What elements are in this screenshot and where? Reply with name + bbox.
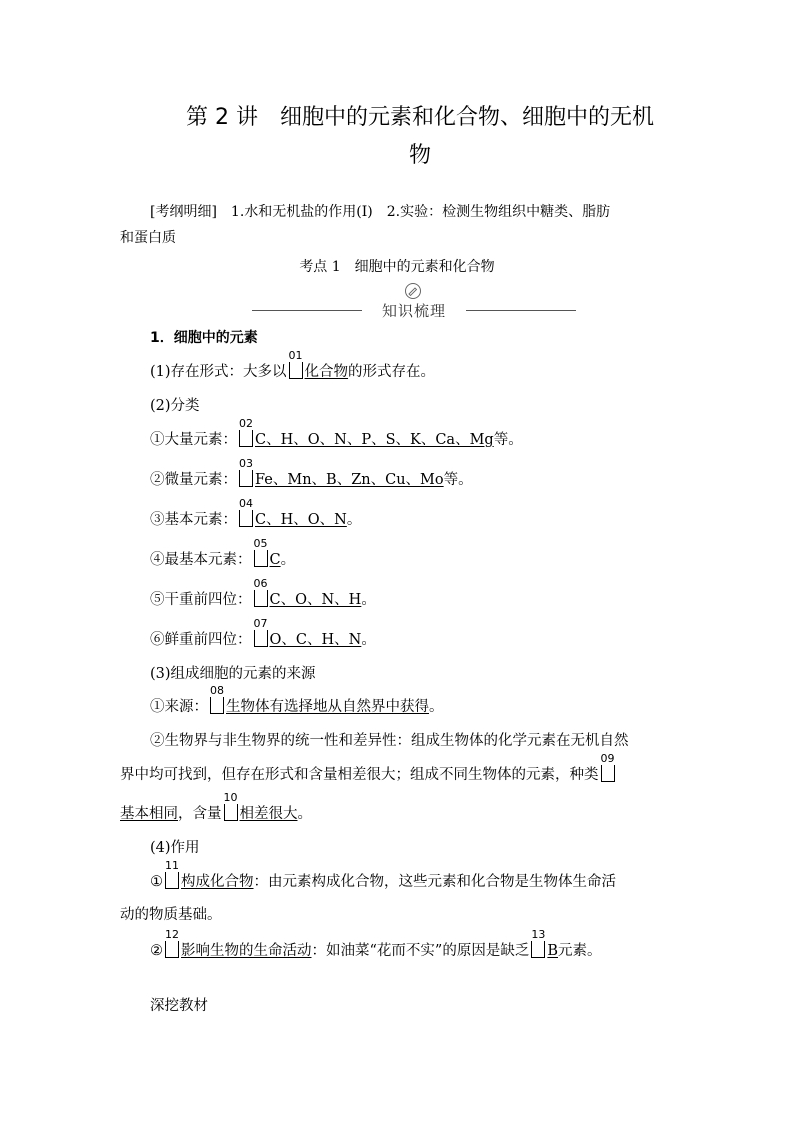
heading-role: (4)作用 bbox=[150, 840, 200, 856]
item-most-basic-element: ④最基本元素： 05 C。 bbox=[150, 537, 296, 568]
answer-text-07: O、C、H、N bbox=[269, 632, 362, 648]
syllabus-outline-line1: [考纲明细] 1.水和无机盐的作用(Ⅰ) 2.实验：检测生物组织中糖类、脂肪 bbox=[150, 204, 611, 220]
answer-text-12: 影响生物的生命活动 bbox=[181, 943, 312, 959]
item-basic-elements: ③基本元素： 04 C、H、O、N。 bbox=[150, 497, 362, 528]
answer-blank-12: 12 bbox=[165, 941, 179, 958]
answer-text-10: 相差很大 bbox=[239, 806, 298, 822]
item-micro-elements: ②微量元素： 03 Fe、Mn、B、Zn、Cu、Mo等。 bbox=[150, 457, 473, 488]
answer-blank-08: 08 bbox=[210, 697, 224, 714]
knowledge-banner bbox=[252, 282, 576, 322]
answer-blank-11: 11 bbox=[165, 872, 179, 889]
item-role-2: ② 12 影响生物的生命活动：如油菜“花而不实”的原因是缺乏 13 B元素。 bbox=[150, 928, 602, 959]
item-existence-form: (1)存在形式：大多以 01 化合物的形式存在。 bbox=[150, 349, 436, 380]
item-role-1: ① 11 构成化合物：由元素构成化合物，这些元素和化合物是生物体生命活 bbox=[150, 859, 616, 890]
answer-blank-04: 04 bbox=[239, 510, 253, 527]
unity-paragraph-line1: ②生物界与非生物界的统一性和差异性：组成生物体的化学元素在无机自然 bbox=[150, 733, 629, 749]
syllabus-outline-line2: 和蛋白质 bbox=[120, 230, 176, 246]
item-classification: (2)分类 bbox=[150, 398, 200, 414]
item-role-1-line2: 动的物质基础。 bbox=[120, 907, 222, 923]
answer-blank-03: 03 bbox=[239, 470, 253, 487]
answer-text-09: 基本相同 bbox=[120, 806, 178, 822]
answer-text-13: B bbox=[547, 943, 558, 959]
answer-text-11: 构成化合物 bbox=[181, 874, 254, 890]
answer-text-02: C、H、O、N、P、S、K、Ca、Mg bbox=[255, 432, 494, 448]
unity-paragraph-line3: 基本相同，含量 10 相差很大。 bbox=[120, 791, 312, 822]
item-macro-elements: ①大量元素： 02 C、H、O、N、P、S、K、Ca、Mg等。 bbox=[150, 417, 523, 448]
section-heading: 考点 1 细胞中的元素和化合物 bbox=[299, 259, 495, 275]
item-source: ①来源： 08 生物体有选择地从自然界中获得。 bbox=[150, 684, 444, 715]
answer-blank-13: 13 bbox=[531, 941, 545, 958]
heading-element-source: (3)组成细胞的元素的来源 bbox=[150, 666, 316, 682]
answer-text-06: C、O、N、H bbox=[269, 592, 362, 608]
answer-blank-01: 01 bbox=[289, 362, 303, 379]
answer-blank-09: 09 bbox=[601, 765, 615, 782]
answer-text-01: 化合物 bbox=[304, 364, 349, 380]
lecture-title-line2: 物 bbox=[408, 143, 431, 168]
answer-text-08: 生物体有选择地从自然界中获得 bbox=[226, 699, 429, 715]
heading-cell-elements: 1．细胞中的元素 bbox=[150, 330, 258, 346]
answer-blank-06: 06 bbox=[254, 590, 268, 607]
banner-divider-right bbox=[466, 310, 576, 311]
answer-blank-10: 10 bbox=[224, 804, 238, 821]
existence-label: (1)存在形式：大多以 bbox=[150, 364, 287, 380]
lecture-title-line1: 第 2 讲 细胞中的元素和化合物、细胞中的无机 bbox=[186, 105, 654, 130]
unity-paragraph-line2: 界中均可找到，但存在形式和含量相差很大；组成不同生物体的元素，种类 09 bbox=[120, 752, 615, 783]
answer-blank-07: 07 bbox=[254, 630, 268, 647]
item-fresh-weight-top4: ⑥鲜重前四位： 07 O、C、H、N。 bbox=[150, 617, 376, 648]
answer-blank-05: 05 bbox=[254, 550, 268, 567]
deep-dig-textbook: 深挖教材 bbox=[150, 998, 208, 1014]
item-dry-weight-top4: ⑤干重前四位： 06 C、O、N、H。 bbox=[150, 577, 376, 608]
pencil-circle-icon bbox=[404, 282, 422, 300]
answer-text-04: C、H、O、N bbox=[255, 512, 347, 528]
answer-blank-02: 02 bbox=[239, 430, 253, 447]
answer-text-05: C bbox=[269, 552, 281, 568]
banner-label: 知识梳理 bbox=[381, 302, 446, 320]
answer-text-03: Fe、Mn、B、Zn、Cu、Mo bbox=[255, 472, 444, 488]
